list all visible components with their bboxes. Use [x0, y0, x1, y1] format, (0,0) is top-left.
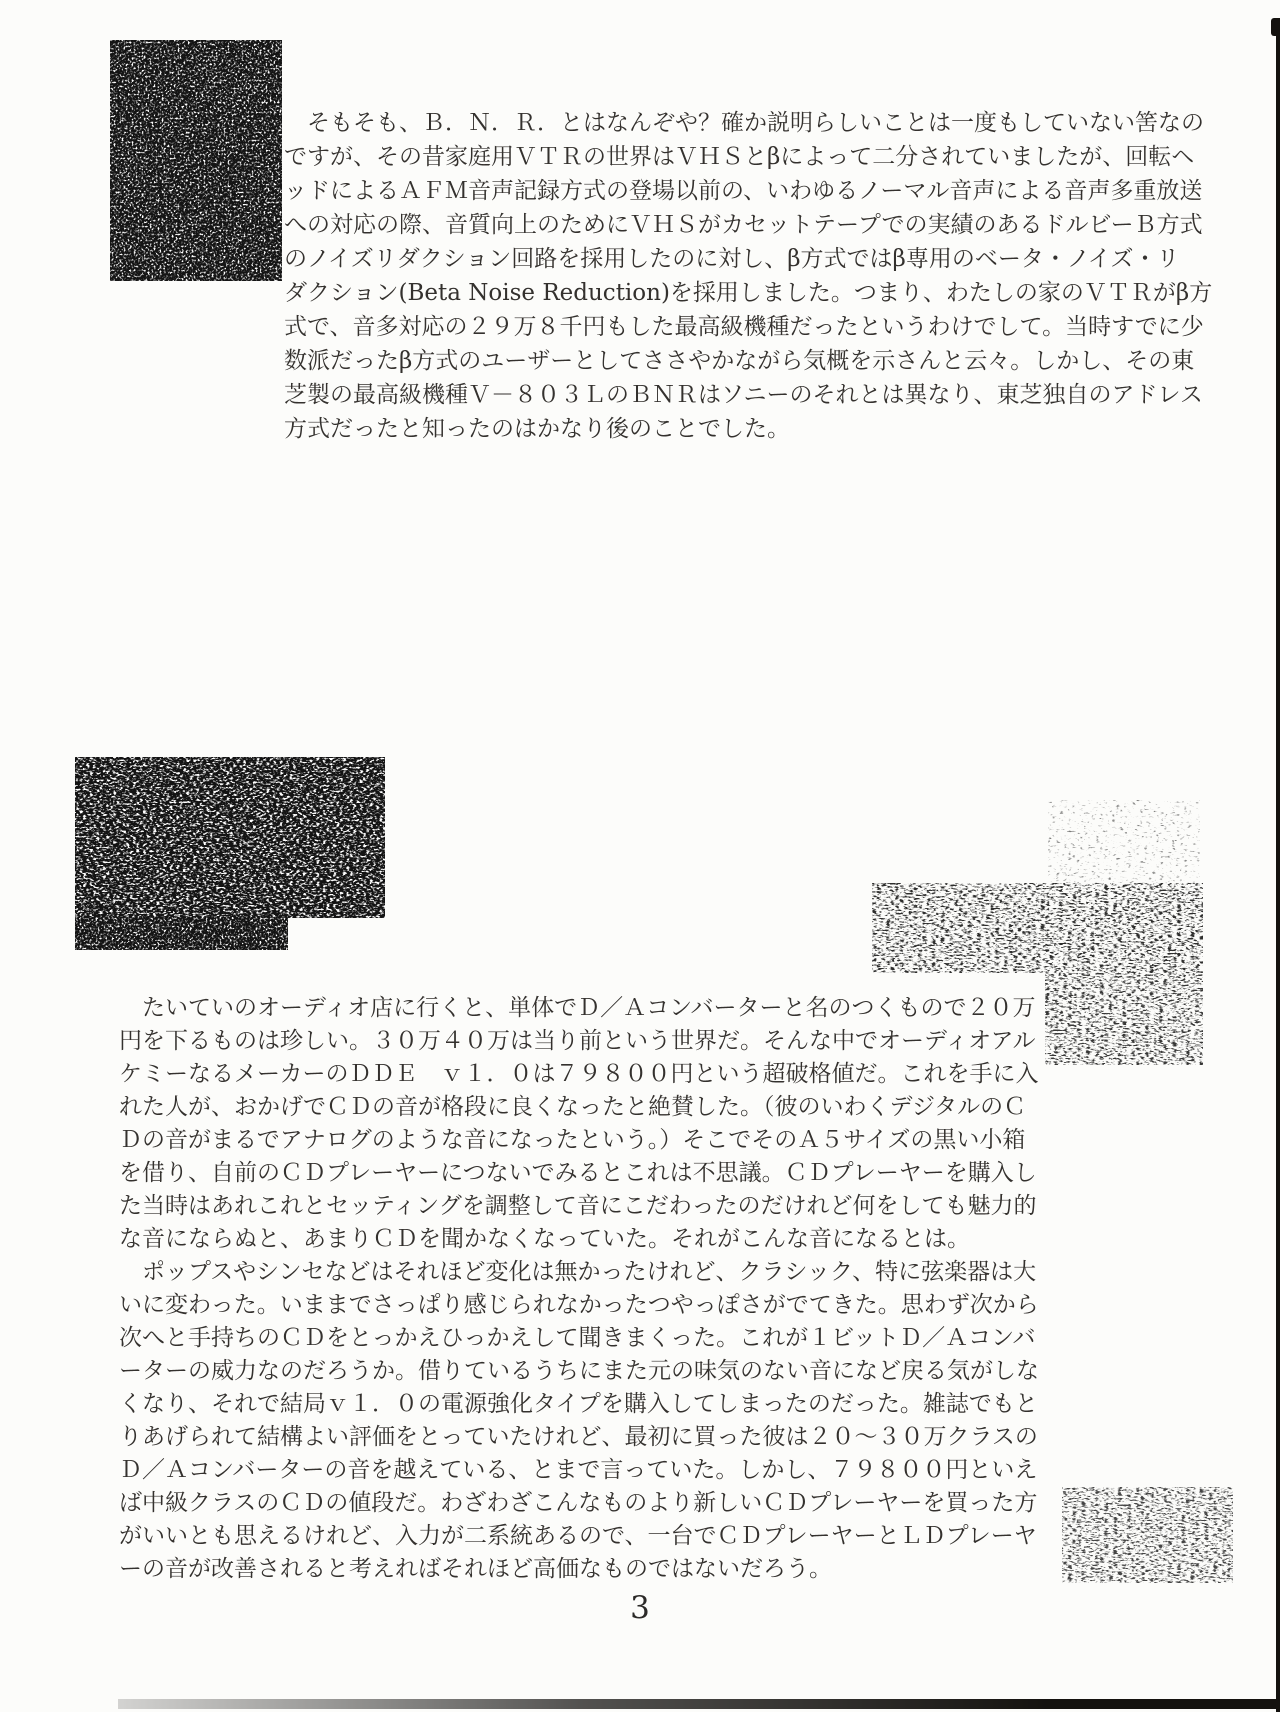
- text-line: を借り、自前のＣＤプレーヤーにつないでみるとこれは不思議。ＣＤプレーヤーを購入し: [119, 1160, 1037, 1186]
- text-line: いに変わった。いままでさっぱり感じられなかったつやっぽさがでてきた。思わず次から: [119, 1292, 1039, 1318]
- paragraph-bnr-story: [284, 106, 1213, 446]
- text-line: 式で、音多対応の２９万８千円もした最高級機種だったというわけでして。当時すでに少: [284, 314, 1204, 340]
- text-line: くなり、それで結局ｖ１．０の電源強化タイプを購入してしまったのだった。雑誌でもと: [119, 1391, 1038, 1417]
- text-line: のノイズリダクション回路を採用したのに対し、β方式ではβ専用のベータ・ノイズ・リ: [284, 246, 1180, 272]
- text-line: 方式だったと知ったのはかなり後のことでした。: [284, 416, 790, 442]
- dithered-photo-top-left: [110, 40, 282, 281]
- text-line: 数派だったβ方式のユーザーとしてささやかながら気概を示さんと云々。しかし、その東: [284, 348, 1195, 374]
- scan-edge-bottom: [118, 1699, 1280, 1709]
- text-line: れた人が、おかげでＣＤの音が格段に良くなったと絶賛した。（彼のいわくデジタルのＣ: [119, 1094, 1027, 1120]
- dithered-photo-mid-left: [75, 757, 385, 950]
- text-line: ですが、その昔家庭用ＶＴＲの世界はＶＨＳとβによって二分されていましたが、回転ヘ: [284, 144, 1195, 170]
- text-line: な音にならぬと、あまりＣＤを聞かなくなっていた。それがこんな音になるとは。: [119, 1226, 970, 1252]
- paragraph-dac-story: [119, 992, 1039, 1586]
- text-line: 円を下るものは珍しい。３０万４０万は当り前という世界だ。そんな中でオーディオアル: [119, 1028, 1036, 1054]
- text-line: ダクション(Beta Noise Reduction)を採用しました。つまり、わたしの家のＶＴＲがβ方: [284, 280, 1213, 306]
- text-line: Ｄ／Ａコンバーターの音を越えている、とまで言っていた。しかし、７９８００円といえ: [119, 1457, 1038, 1483]
- scan-edge-right: [1276, 22, 1280, 1712]
- page-number: 3: [630, 1590, 650, 1626]
- text-line: Ｄの音がまるでアナログのような音になったという。）そこでそのＡ５サイズの黒い小箱: [119, 1127, 1026, 1153]
- text-line: た当時はあれこれとセッティングを調整して音にこだわったのだけれど何をしても魅力的: [119, 1193, 1037, 1219]
- text-line: 次へと手持ちのＣＤをとっかえひっかえして聞きまくった。これが１ビットＤ／Ａコンバ: [119, 1325, 1036, 1351]
- text-line: ーターの威力なのだろうか。借りているうちにまた元の味気のない音になど戻る気がしな: [119, 1358, 1039, 1384]
- scan-edge-right-nub: [1271, 18, 1280, 36]
- text-line: ーの音が改善されると考えればそれほど高価なものではないだろう。: [119, 1556, 832, 1582]
- text-line: たいていのオーディオ店に行くと、単体でＤ／Ａコンバーターと名のつくもので２０万: [119, 995, 1036, 1021]
- text-line: そもそも、Ｂ．Ｎ．Ｒ．とはなんぞや？確か説明らしいことは一度もしていない筈なの: [284, 110, 1204, 136]
- text-line: ケミーなるメーカーのＤＤＥ ｖ１．０は７９８００円という超破格値だ。これを手に入: [119, 1061, 1039, 1087]
- dithered-photo-bottom-right: [1062, 1487, 1233, 1583]
- text-line: ッドによるＡＦＭ音声記録方式の登場以前の、いわゆるノーマル音声による音声多重放送: [284, 178, 1203, 204]
- text-line: ば中級クラスのＣＤの値段だ。わざわざこんなものより新しいＣＤプレーヤーを買った方: [119, 1490, 1038, 1516]
- text-line: 芝製の最高級機種Ｖ－８０３ＬのＢＮＲはソニーのそれとは異なり、東芝独自のアドレス: [284, 382, 1203, 408]
- text-line: への対応の際、音質向上のためにＶＨＳがカセットテープでの実績のあるドルビーＢ方式: [284, 212, 1203, 238]
- text-line: ポップスやシンセなどはそれほど変化は無かったけれど、クラシック、特に弦楽器は大: [119, 1259, 1037, 1285]
- text-line: りあげられて結構よい評価をとっていたけれど、最初に買った彼は２０～３０万クラスの: [119, 1424, 1038, 1450]
- text-line: がいいとも思えるけれど、入力が二系統あるので、一台でＣＤプレーヤーとＬＤプレーヤ: [119, 1523, 1037, 1549]
